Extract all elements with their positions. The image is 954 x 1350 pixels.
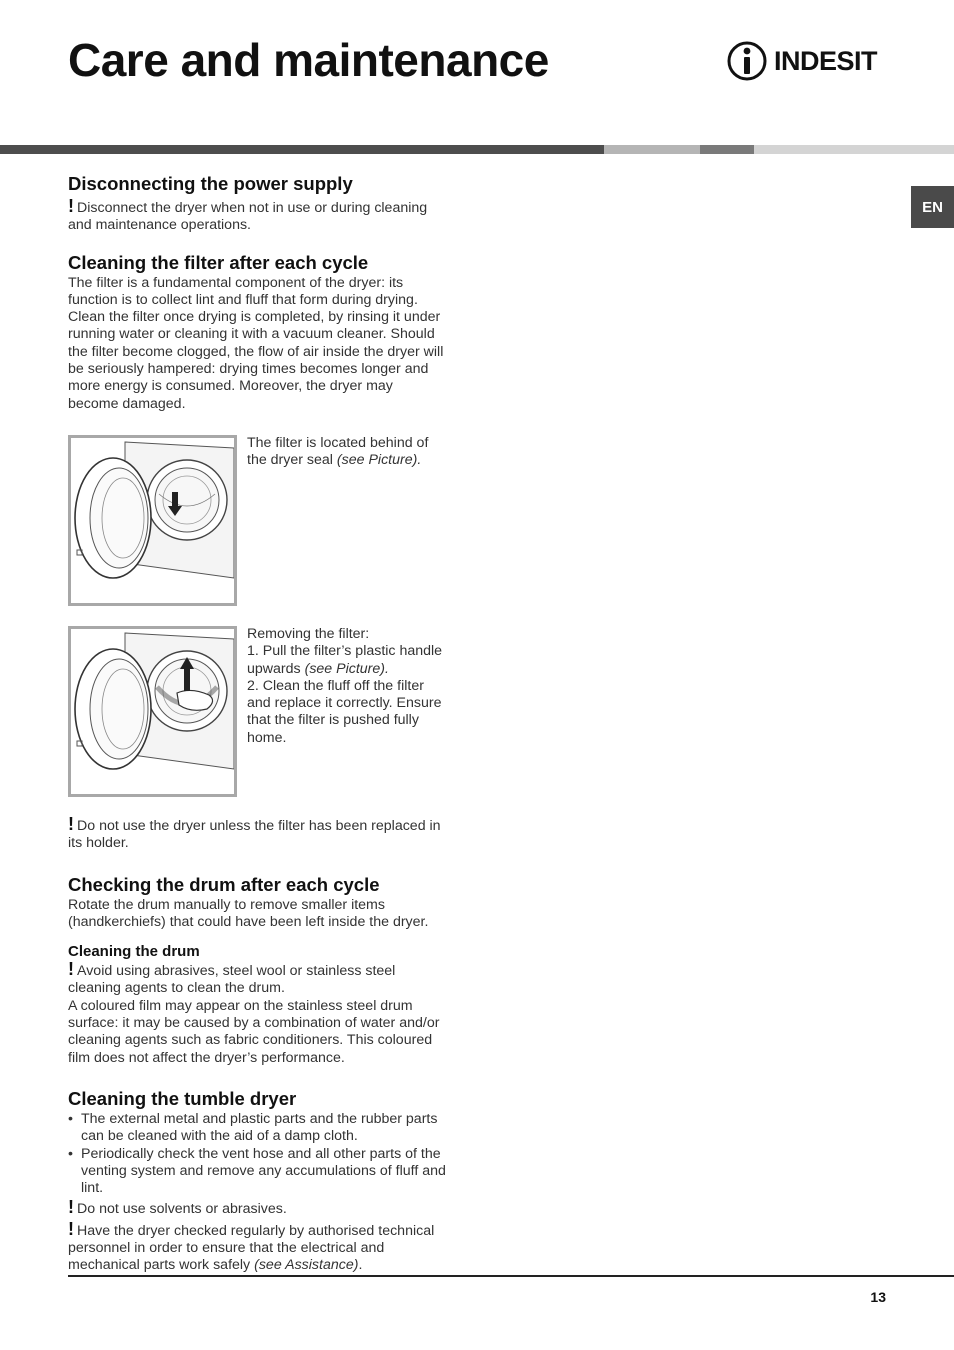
figure-caption-1: The filter is located behind of the dryer seal (see Picture). <box>247 434 429 469</box>
tumble-warning-1: ! Do not use solvents or abrasives. <box>68 1197 287 1218</box>
power-note: ! Disconnect the dryer when not in use or during cleaning and maintenance operations. <box>68 196 428 234</box>
header-bar-segment-3 <box>700 145 754 154</box>
warning-icon: ! <box>68 813 74 834</box>
warning-icon: ! <box>68 959 74 980</box>
warning-icon: ! <box>68 1218 74 1239</box>
content-column <box>68 172 446 1275</box>
figure-caption-2: Removing the filter: 1. Pull the filter’s plastic handle upwards (see Picture). 2. Clean the fluff off the filter and replace it correctly. Ensure that the filter is pushed fully home. <box>247 625 443 746</box>
warning-icon: ! <box>68 1197 74 1218</box>
indesit-i-logo-icon <box>726 40 768 82</box>
filter-body: The filter is a fundamental component of the dryer: its function is to collect lint and fluff that form during drying. Clean the filter once drying is completed, by rinsing it under running water or cleaning it with a vacuum cleaner. Should the filter become clogged, the flow of air inside the dryer will be seriously hampered: drying times becomes longer and more energy is consumed. Moreover, the dryer may become damaged. <box>68 274 444 412</box>
list-item: • The external metal and plastic parts and the rubber parts can be cleaned with the aid of a damp cloth. <box>68 1111 446 1146</box>
drum-check-body: Rotate the drum manually to remove smaller items (handkerchiefs) that could have been left inside the dryer. <box>68 896 429 930</box>
brand-logo <box>726 40 877 82</box>
warning-icon: ! <box>68 196 74 216</box>
figure-row-2 <box>68 626 446 797</box>
header-color-bar <box>0 145 954 154</box>
filter-warning: ! Do not use the dryer unless the filter has been replaced in its holder. <box>68 813 441 852</box>
list-item: • Periodically check the vent hose and all other parts of the venting system and remove any accumulations of fluff and lint. <box>68 1146 446 1198</box>
section-heading-tumble: Cleaning the tumble dryer <box>68 1087 297 1109</box>
dryer-filter-removal-image <box>68 626 237 797</box>
section-heading-power: Disconnecting the power supply <box>68 173 353 194</box>
tumble-bullet-list <box>68 1111 446 1197</box>
section-heading-drum-clean: Cleaning the drum <box>68 943 200 961</box>
section-heading-drum-check: Checking the drum after each cycle <box>68 873 380 895</box>
footer-rule <box>68 1275 954 1277</box>
page-number: 13 <box>870 1289 886 1305</box>
tumble-warning-2: ! Have the dryer checked regularly by authorised technical personnel in order to ensure that the electrical and mechanical parts work safely (see Assistance). <box>68 1218 435 1274</box>
drum-clean-warning: ! Avoid using abrasives, steel wool or stainless steel cleaning agents to clean the drum. <box>68 959 396 997</box>
header-bar-segment-4 <box>754 145 954 154</box>
dryer-filter-location-image <box>68 435 237 606</box>
header-bar-segment-1 <box>0 145 604 154</box>
section-heading-filter: Cleaning the filter after each cycle <box>68 251 369 273</box>
drum-clean-body: A coloured film may appear on the stainless steel drum surface: it may be caused by a combination of water and/or cleaning agents such as fabric conditioners. This coloured film does not affect the dryer’s performance. <box>68 997 440 1066</box>
brand-name: INDESIT <box>774 46 878 76</box>
language-tab: EN <box>911 186 954 228</box>
page-title: Care and maintenance <box>68 34 549 86</box>
header-bar-segment-2 <box>604 145 700 154</box>
figure-row-1 <box>68 435 446 606</box>
